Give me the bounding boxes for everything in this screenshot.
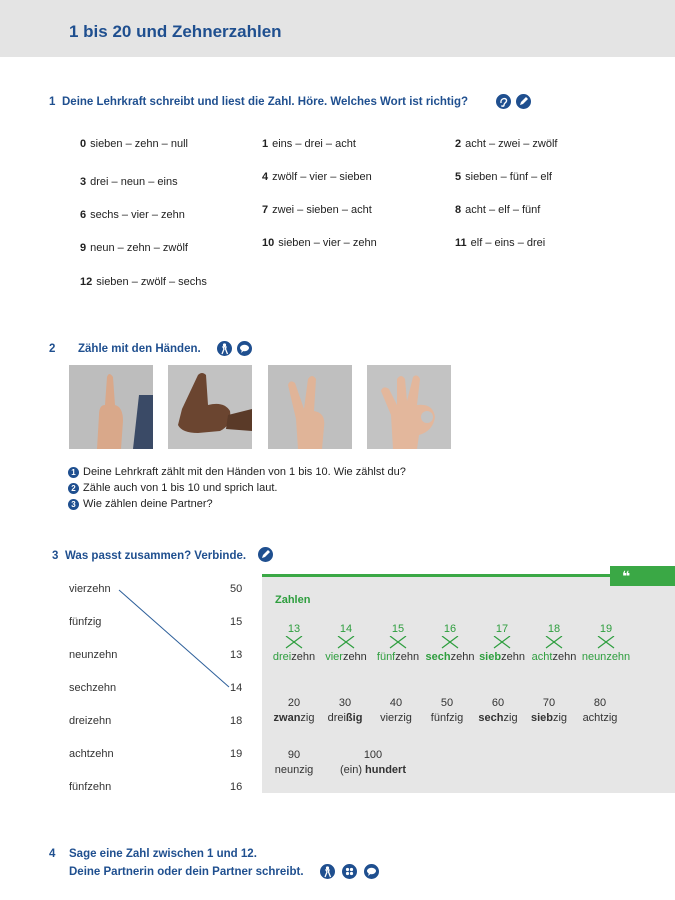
task-4-line-1: Sage eine Zahl zwischen 1 und 12. (69, 848, 257, 860)
word-part: zehn (501, 651, 525, 663)
word-choice-item (80, 242, 188, 254)
match-word[interactable]: achtzehn (69, 748, 114, 760)
tens-number: 40 (389, 697, 403, 709)
word-part: ßig (345, 712, 363, 724)
word-part: sieb (530, 712, 553, 724)
word-part: vier (325, 651, 343, 663)
word-part: zehn (606, 651, 631, 663)
word-part: zehn (552, 651, 577, 663)
task-3-number: 3 (52, 550, 59, 562)
item-number: 11 (455, 237, 467, 249)
tens-number: 100 (363, 749, 383, 761)
tens-number: 90 (287, 749, 301, 761)
person-icon (217, 341, 232, 356)
task-4-line-2: Deine Partnerin oder dein Partner schreibt. (69, 866, 304, 878)
word-part: sech (425, 651, 451, 663)
word-part: vierzig (380, 712, 412, 724)
item-number: 7 (262, 204, 269, 216)
tens-number: 70 (542, 697, 556, 709)
teen-number: 13 (287, 623, 301, 635)
hand-photo-2 (168, 365, 252, 449)
tens-number: 60 (491, 697, 505, 709)
match-number[interactable]: 18 (230, 715, 243, 727)
item-number: 8 (455, 204, 462, 216)
page-title: 1 bis 20 und Zehnerzahlen (69, 22, 282, 41)
quote-icon: ❝ (610, 566, 675, 586)
item-words: zwölf – vier – sieben (272, 171, 372, 183)
tens-number-entry (264, 749, 324, 776)
split-arrows-icon (334, 636, 358, 650)
task-1-number: 1 (49, 96, 56, 108)
split-arrows-icon (490, 636, 514, 650)
item-number: 6 (80, 209, 87, 221)
group-icon (342, 864, 357, 879)
teen-number: 17 (495, 623, 509, 635)
word-part: (ein) (339, 764, 366, 776)
word-part: drei (272, 651, 292, 663)
match-number[interactable]: 19 (230, 748, 243, 760)
pencil-icon (516, 94, 531, 109)
hand-photo-4 (367, 365, 451, 449)
word-choice-item (262, 204, 372, 216)
word-part: zehn (450, 651, 475, 663)
match-number[interactable]: 50 (230, 583, 243, 595)
tens-word (570, 712, 630, 724)
item-number: 3 (80, 176, 87, 188)
item-words: eins – drei – acht (272, 138, 356, 150)
split-arrows-icon (282, 636, 306, 650)
item-words: sechs – vier – zehn (90, 209, 185, 221)
teen-number: 16 (443, 623, 457, 635)
item-words: neun – zehn – zwölf (90, 242, 188, 254)
word-part: sieb (479, 651, 502, 663)
task-1-instruction: Deine Lehrkraft schreibt und liest die Zahl. Höre. Welches Wort ist richtig? (62, 96, 468, 108)
word-part: zehn (342, 651, 367, 663)
word-part: zehn (291, 651, 316, 663)
tens-word (338, 764, 408, 776)
item-number: 4 (262, 171, 269, 183)
item-number: 0 (80, 138, 87, 150)
word-part: zig (503, 712, 518, 724)
item-number: 1 (262, 138, 269, 150)
tens-number: 80 (593, 697, 607, 709)
instruction-step (68, 498, 213, 510)
task-4-number: 4 (49, 848, 56, 860)
step-text: Zähle auch von 1 bis 10 und sprich laut. (83, 482, 278, 494)
match-word[interactable]: sechzehn (69, 682, 117, 694)
word-choice-item (262, 171, 372, 183)
hand-photo-3 (268, 365, 352, 449)
instruction-step (68, 482, 277, 494)
word-part: sech (478, 712, 504, 724)
step-text: Deine Lehrkraft zählt mit den Händen von 1 bis 10. Wie zählst du? (83, 466, 406, 478)
teen-number: 15 (391, 623, 405, 635)
word-part: drei (327, 712, 346, 724)
person-icon (320, 864, 335, 879)
match-word[interactable]: vierzehn (69, 583, 111, 595)
tens-number: 50 (440, 697, 454, 709)
match-word[interactable]: fünfzehn (69, 781, 112, 793)
item-words: sieben – vier – zehn (278, 237, 377, 249)
split-arrows-icon (594, 636, 618, 650)
item-words: sieben – zehn – null (90, 138, 188, 150)
split-arrows-icon (438, 636, 462, 650)
word-part: hundert (365, 764, 406, 776)
tens-number: 30 (338, 697, 352, 709)
word-part: zig (300, 712, 315, 724)
match-number[interactable]: 14 (230, 682, 243, 694)
pencil-icon (258, 547, 273, 562)
split-arrows-icon (542, 636, 566, 650)
word-part: achtzig (582, 712, 618, 724)
word-choice-item (262, 138, 356, 150)
match-word[interactable]: fünfzig (69, 616, 102, 628)
match-number[interactable]: 13 (230, 649, 243, 661)
split-arrows-icon (386, 636, 410, 650)
teen-number-entry (573, 623, 639, 663)
word-choice-item (80, 176, 178, 188)
step-number-badge: 1 (68, 467, 79, 478)
teen-number: 18 (547, 623, 561, 635)
task-2-instruction: Zähle mit den Händen. (78, 343, 201, 355)
item-number: 2 (455, 138, 462, 150)
tens-number-entry (338, 749, 408, 776)
tens-number: 20 (287, 697, 301, 709)
item-words: acht – elf – fünf (465, 204, 541, 216)
task-2-number: 2 (49, 343, 56, 355)
word-choice-item (455, 204, 540, 216)
tens-word (264, 764, 324, 776)
zahlen-box-title: Zahlen (275, 594, 311, 606)
word-part: zehn (395, 651, 420, 663)
match-word[interactable]: dreizehn (69, 715, 112, 727)
word-choice-item (455, 171, 552, 183)
word-part: zig (552, 712, 568, 724)
word-choice-item (455, 237, 545, 249)
item-words: sieben – fünf – elf (465, 171, 552, 183)
item-number: 12 (80, 276, 93, 288)
item-words: drei – neun – eins (90, 176, 178, 188)
task-3-instruction: Was passt zusammen? Verbinde. (65, 550, 247, 562)
hand-photo-1 (69, 365, 153, 449)
match-number[interactable]: 15 (230, 616, 243, 628)
item-words: acht – zwei – zwölf (465, 138, 558, 150)
instruction-step (68, 466, 406, 478)
ear-icon (496, 94, 511, 109)
word-choice-item (262, 237, 377, 249)
teen-number: 14 (339, 623, 353, 635)
match-word[interactable]: neunzehn (69, 649, 118, 661)
word-part: neun (581, 651, 607, 663)
item-words: zwei – sieben – acht (272, 204, 372, 216)
item-words: sieben – zwölf – sechs (96, 276, 207, 288)
teen-number: 19 (599, 623, 613, 635)
item-number: 10 (262, 237, 275, 249)
word-part: fünfzig (430, 712, 464, 724)
step-number-badge: 3 (68, 499, 79, 510)
item-number: 5 (455, 171, 462, 183)
match-number[interactable]: 16 (230, 781, 243, 793)
word-part: neunzig (274, 764, 314, 776)
speech-bubble-icon (237, 341, 252, 356)
word-part: fünf (376, 651, 396, 663)
tens-number-entry (570, 697, 630, 724)
item-number: 9 (80, 242, 87, 254)
word-part: zwan (273, 712, 301, 724)
word-choice-item (455, 138, 557, 150)
step-number-badge: 2 (68, 483, 79, 494)
word-choice-item (80, 209, 185, 221)
word-part: acht (531, 651, 553, 663)
teen-word (573, 651, 639, 663)
zahlen-box-top-bar (262, 574, 618, 577)
item-words: elf – eins – drei (470, 237, 546, 249)
step-text: Wie zählen deine Partner? (83, 498, 213, 510)
word-choice-item (80, 276, 207, 288)
speech-bubble-icon (364, 864, 379, 879)
word-choice-item (80, 138, 188, 150)
